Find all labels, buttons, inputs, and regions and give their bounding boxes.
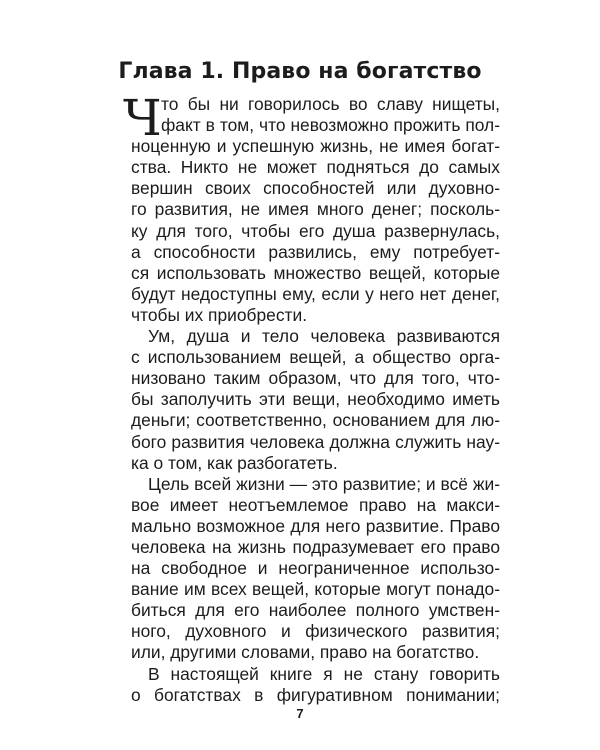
text-line: о богатствах в фигуративном понимании; [131, 684, 500, 705]
text-line: факт в том, что невозможно прожить пол- [161, 115, 500, 136]
text-line: биться для его наиболее полного умствен- [131, 600, 500, 621]
text-line: вание им всех вещей, которые могут понадо- [131, 579, 500, 600]
text-line: мально возможное для него развитие. Право [131, 515, 500, 536]
text-line: на свободное и неограниченное использо- [131, 558, 500, 579]
text-line: вое имеет неотъемлемое право на макси- [131, 494, 500, 515]
text-line: Цель всей жизни — это развитие; и всё жи- [148, 473, 500, 494]
chapter-title: Глава 1. Право на богатство [118, 59, 482, 84]
text-line: чтобы их приобрести. [131, 304, 308, 325]
text-line: низовано таким образом, что для того, что- [131, 368, 500, 389]
text-line: ся использовать множество вещей, которые [131, 262, 500, 283]
text-line: человека на жизнь подразумевает его право [131, 536, 500, 557]
text-line: а способности развились, ему потребует- [131, 241, 500, 262]
text-line: будут недоступны ему, если у него нет денег, [131, 283, 500, 304]
text-line: Ум, душа и тело человека развиваются [148, 326, 500, 347]
text-line: ства. Никто не может подняться до самых [131, 157, 500, 178]
page-number: 7 [296, 706, 304, 721]
text-line: ноценную и успешную жизнь, не имея богат- [131, 136, 500, 157]
text-line: ка о том, как разбогатеть. [131, 452, 338, 473]
text-line: или, другими словами, право на богатство. [131, 642, 480, 663]
chapter-body-text [131, 94, 500, 706]
text-line: В настоящей книге я не стану говорить [148, 663, 500, 684]
text-line: бы заполучить эти вещи, необходимо иметь [131, 389, 500, 410]
text-line: с использованием вещей, а общество орга- [131, 347, 500, 368]
text-line: деньги; соответственно, основанием для лю- [131, 410, 500, 431]
text-line: ку для того, чтобы его душа развернулась, [131, 220, 500, 241]
text-line: го развития, не имея много денег; посколь- [131, 199, 500, 220]
text-line: вершин своих способностей или духовно- [131, 178, 500, 199]
text-line: бого развития человека должна служить нау- [131, 431, 500, 452]
text-line: то бы ни говорилось во славу нищеты, [161, 94, 500, 114]
text-line: ного, духовного и физического развития; [131, 621, 500, 642]
drop-cap-letter: Ч [123, 89, 162, 147]
